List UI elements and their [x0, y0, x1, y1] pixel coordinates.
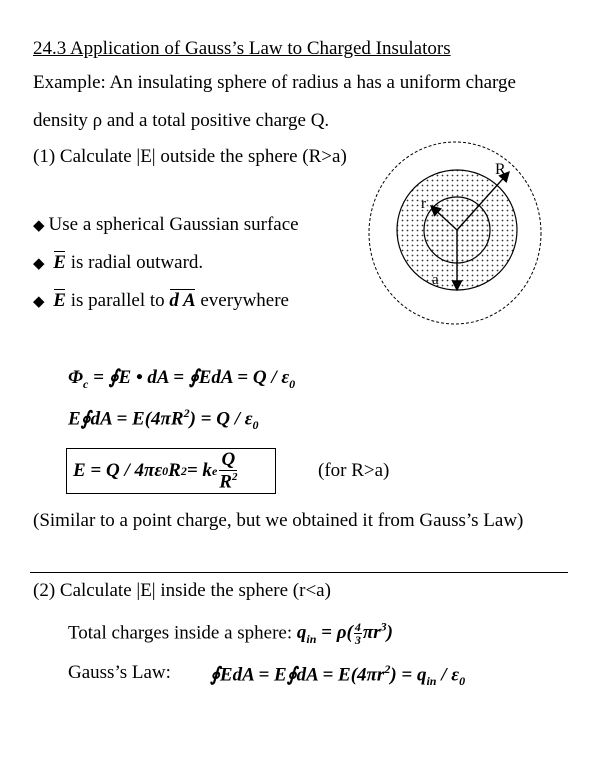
equation-gauss-outside: E∮dA = $E(4\pi R^2) = Q / \varepsilon_0$: [68, 406, 259, 433]
diamond-bullet-icon: ◆: [33, 218, 45, 234]
vector-e: E: [53, 290, 66, 311]
similarity-note: (Similar to a point charge, but we obtained it from Gauss’s Law): [33, 510, 524, 531]
fraction-four-thirds: $\frac{4}{3}$: [354, 620, 361, 648]
diamond-bullet-icon: ◆: [33, 256, 45, 272]
vector-e: E: [53, 252, 66, 273]
label-R: R: [495, 161, 506, 178]
condition-note: (for R>a): [318, 460, 390, 481]
sphere-diagram: [360, 138, 550, 333]
equation-flux: $\Phi_c$ = ∮E • dA = ∮EdA = Q / $\varepsilon_0$: [68, 367, 296, 391]
example-line-2: density ρ and a total positive charge Q.: [33, 110, 330, 131]
part1-heading: (1) Calculate |E| outside the sphere (R>a): [33, 146, 347, 167]
part2-heading: (2) Calculate |E| inside the sphere (r<a): [33, 580, 331, 601]
label-r: r: [421, 196, 426, 212]
fraction-q-over-r2: $\frac{Q}{R^2}$: [219, 449, 238, 493]
diamond-bullet-icon: ◆: [33, 294, 45, 310]
result-box: E = Q / 4πε 0 R 2 = k e $\frac{Q}{R^2}$: [66, 448, 276, 494]
example-line-1: Example: An insulating sphere of radius a has a uniform charge: [33, 72, 516, 93]
section-title: 24.3 Application of Gauss’s Law to Charged Insulators: [33, 38, 451, 59]
bullet-2: ◆ E is radial outward.: [33, 252, 204, 273]
vector-da: d A: [169, 290, 196, 311]
bullet-1: ◆ Use a spherical Gaussian surface: [33, 214, 299, 235]
divider: [30, 572, 568, 573]
total-charges-line: Total charges inside a sphere: $q_{in} = \rho$( $\frac{4}{3}$ $\pi r^3$): [68, 620, 393, 648]
gauss-law-label: Gauss’s Law:: [68, 662, 171, 683]
label-a: a: [432, 272, 439, 288]
equation-gauss-inside: ∮EdA = E∮dA = $E(4\pi r^2) = q_{in} / \varepsilon_0$: [210, 662, 466, 689]
bullet-3: ◆ E is parallel to d A everywhere: [33, 290, 289, 311]
